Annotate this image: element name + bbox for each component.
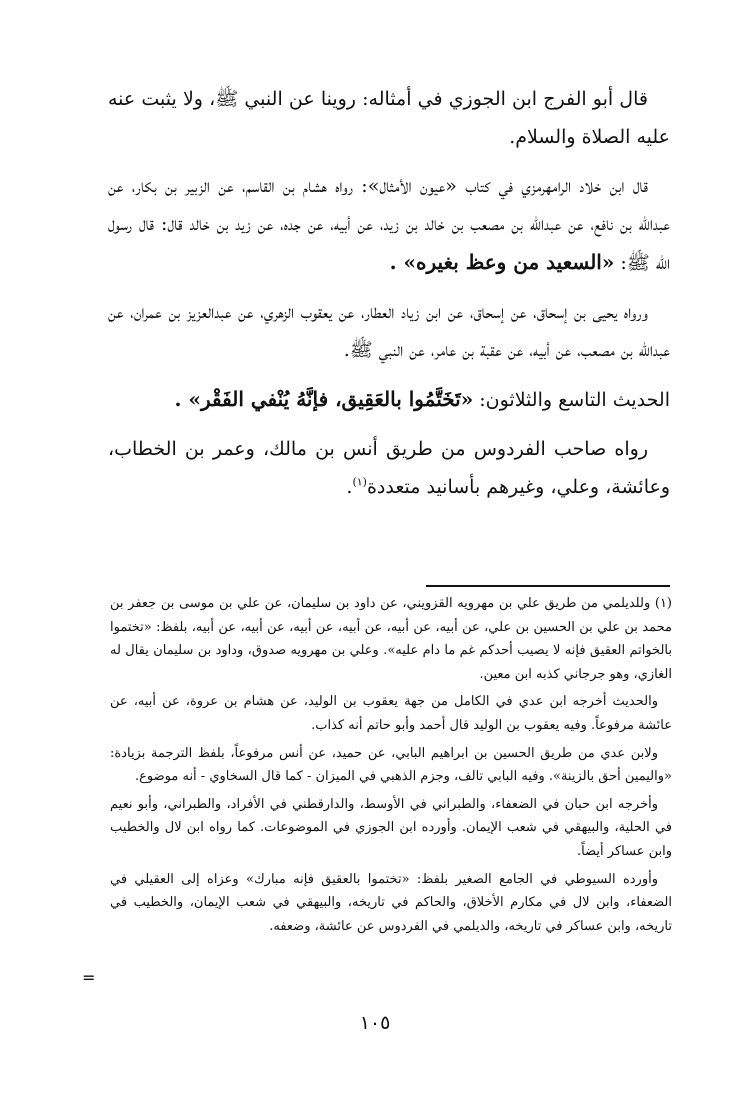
footnote-ibn-hibban: وأخرجه ابن حبان في الضعفاء، والطبراني في الأوسط، والدارقطني في الأفراد، والطبراني، وأبو نعيم في الحلية، والبيهقي في شعب الإيمان. وأورده ابن الجوزي في الموضوعات. كما رواه ابن لال والخطيب وابن عساكر أيضاً.: [110, 796, 672, 859]
hadith-39-quote: «تَخَتَّمُوا بالعَقِيق، فإنَّهُ يُنْفي الفَقْر» .: [174, 387, 474, 411]
paragraph-ramhormuzi: [108, 167, 670, 282]
paragraph-firdaws: [108, 430, 670, 506]
footnote-separator: [426, 585, 670, 587]
main-text: [108, 80, 670, 517]
hadith-39-label: الحديث التاسع والثلاثون:: [479, 389, 670, 411]
continuation-mark: =: [82, 968, 96, 987]
paragraph-ibn-jawzi: قال أبو الفرج ابن الجوزي في أمثاله: روينا عن النبي ﷺ، ولا يثبت عنه عليه الصلاة والسلام.: [108, 88, 670, 148]
footnote-reference: (١): [352, 475, 367, 489]
footnote-ibn-adi-kamil: والحديث أخرجه ابن عدي في الكامل من جهة يعقوب بن الوليد، عن هشام بن عروة، عن أبيه، عن عائشة مرفوعاً. وفيه يعقوب بن الوليد قال أحمد وأبو حاتم أنه كذاب.: [110, 694, 672, 733]
paragraph-firdaws-end: .: [346, 476, 353, 498]
footnote-1-daylami: (١) وللديلمي من طريق علي بن مهرويه القزويني، عن داود بن سليمان، عن علي بن موسى بن جعفر بن محمد بن علي بن الحسين بن علي، عن أبيه، عن أبيه، عن أبيه، عن أبيه، عن أبيه، عن أبيه، بلفظ: «تختموا بالخواتم العقيق فإنه لا يصيب أحدكم غم ما دام عليه». وعلي بن مهرويه صدوق، وداود بن سليمان يقال له الغازي، وهو جرجاني كذبه ابن معين.: [110, 596, 672, 682]
paragraph-yahya: ورواه يحيى بن إسحاق، عن إسحاق، عن ابن زياد العطار، عن يعقوب الزهري، عن عبدالعزيز بن عمران، عن عبدالله بن مصعب، عن أبيه، عن عقبة بن عامر، عن النبي ﷺ.: [108, 301, 670, 361]
footnotes: [110, 592, 672, 942]
hadith-39-heading: [108, 380, 670, 419]
paragraph-ramhormuzi-text: قال ابن خلاد الرامهرمزي في كتاب «عيون الأمثال»: رواه هشام بن القاسم، عن الزبير بن بكار، عن عبدالله بن نافع، عن عبدالله بن مصعب بن خالد بن زيد، عن أبيه، عن جده، عن زيد بن خالد قال: قال رسول الله ﷺ:: [108, 175, 670, 274]
hadith-quote-saeed: «السعيد من وعظ بغيره» .: [389, 250, 615, 274]
footnote-suyuti: وأورده السيوطي في الجامع الصغير بلفظ: «تختموا بالعقيق فإنه مبارك» وعزاه إلى العقيلي في الضعفاء، وابن لال في مكارم الأخلاق، والحاكم في تاريخه، والبيهقي في شعب الإيمان، والخطيب في تاريخه، وابن عساكر في تاريخه، والديلمي في الفردوس عن عائشة، وضعفه.: [110, 871, 672, 934]
page-number: ١٠٥: [359, 1012, 391, 1034]
paragraph-firdaws-text: رواه صاحب الفردوس من طريق أنس بن مالك، وعمر بن الخطاب، وعائشة، وعلي، وغيرهم بأسانيد متعددة: [108, 438, 670, 498]
footnote-ibn-adi-babi: ولابن عدي من طريق الحسين بن ابراهيم البابي، عن حميد، عن أنس مرفوعاً، بلفظ الترجمة بزيادة: «واليمين أحق بالزينة». وفيه البابي تالف، وجزم الذهبي في الميزان - كما قال السخاوي - أنه موضوع.: [110, 745, 672, 785]
